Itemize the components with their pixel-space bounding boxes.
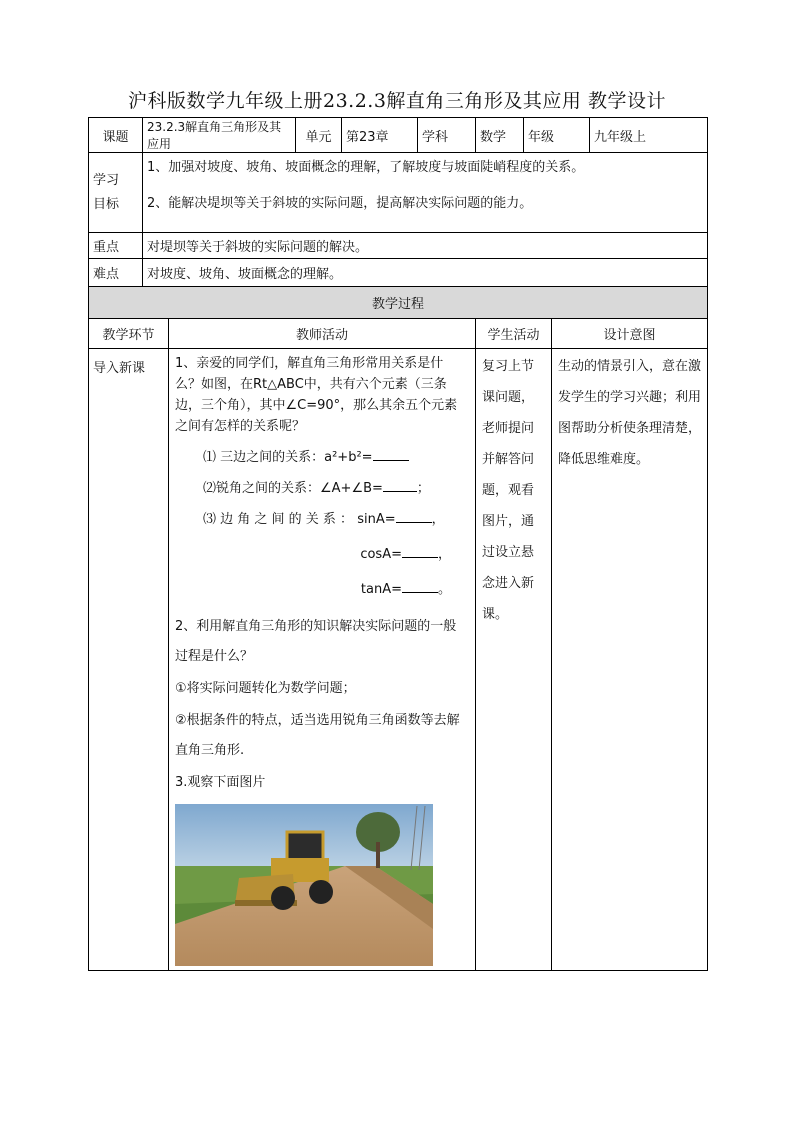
unit-value: 第23章 — [342, 118, 418, 153]
relation-angles-end: ； — [416, 481, 430, 496]
relation-sides — [175, 447, 469, 468]
intro-row — [89, 349, 708, 971]
teacher-step-1: ①将实际问题转化为数学问题； — [175, 681, 356, 696]
objectives-content — [143, 153, 708, 233]
process-header-row — [89, 287, 708, 319]
key-point-row — [89, 233, 708, 259]
relation-side-angle-end: ， — [431, 512, 445, 527]
objectives-label-line2: 目标 — [93, 196, 120, 212]
blank-line — [396, 510, 432, 523]
document-title: 沪科版数学九年级上册23.2.3解直角三角形及其应用 教学设计 — [128, 90, 666, 112]
difficulty-row — [89, 259, 708, 287]
process-header: 教学过程 — [89, 287, 708, 319]
blank-line — [402, 580, 438, 593]
info-row — [89, 118, 708, 153]
difficulty-label: 难点 — [89, 259, 143, 287]
formula-tan — [175, 579, 469, 600]
relation-sides-text: ⑴ 三边之间的关系：a²+b²= — [203, 450, 373, 465]
relation-side-angle — [175, 509, 469, 530]
column-teacher: 教师活动 — [169, 319, 476, 349]
relation-side-angle-text: ⑶ 边 角 之 间 的 关 系 ： sinA= — [203, 512, 396, 527]
teacher-question-3: 3.观察下面图片 — [175, 775, 266, 790]
blank-line — [402, 545, 438, 558]
column-header-row — [89, 319, 708, 349]
formula-cos — [175, 544, 469, 565]
stage-cell: 导入新课 — [89, 349, 169, 971]
blank-line — [373, 448, 409, 461]
lesson-plan-table — [88, 117, 708, 971]
objectives-label-line1: 学习 — [93, 172, 120, 188]
subject-value: 数学 — [476, 118, 524, 153]
objectives-row — [89, 153, 708, 233]
student-activity: 复习上节课问题，老师提问并解答问题，观看图片，通过设立悬念进入新课。 — [476, 349, 552, 971]
column-intent: 设计意图 — [552, 319, 708, 349]
grade-value: 九年级上 — [590, 118, 708, 153]
column-student: 学生活动 — [476, 319, 552, 349]
topic-label: 课题 — [89, 118, 143, 153]
relation-angles-text: ⑵锐角之间的关系：∠A+∠B= — [203, 481, 383, 496]
unit-label: 单元 — [296, 118, 342, 153]
teacher-question-2: 2、利用解直角三角形的知识解决实际问题的一般过程是什么？ — [175, 619, 457, 664]
teacher-step-2: ②根据条件的特点，适当选用锐角三角函数等去解直角三角形. — [175, 713, 460, 758]
teacher-question-1: 1、亲爱的同学们，解直角三角形常用关系是什么？如图，在Rt△ABC中，共有六个元素（三条边，三个角），其中∠C=90°，那么其余五个元素之间有怎样的关系呢？ — [175, 356, 458, 434]
blank-line — [383, 479, 417, 492]
formula-tan-end: 。 — [438, 582, 452, 597]
teacher-activity — [169, 349, 476, 971]
subject-label: 学科 — [418, 118, 476, 153]
bulldozer-photo — [175, 804, 433, 966]
topic-value: 23.2.3解直角三角形及其应用 — [143, 118, 296, 153]
design-intent: 生动的情景引入，意在激发学生的学习兴趣；利用图帮助分析使条理清楚，降低思维难度。 — [552, 349, 708, 971]
grade-label: 年级 — [524, 118, 590, 153]
formula-cos-end: ， — [438, 547, 452, 562]
relation-angles — [175, 478, 469, 499]
objective-item: 1、加强对坡度、坡角、坡面概念的理解，了解坡度与坡面陡峭程度的关系。 — [147, 160, 585, 175]
objectives-label — [89, 153, 143, 233]
difficulty-text: 对坡度、坡角、坡面概念的理解。 — [143, 259, 708, 287]
objective-item: 2、能解决堤坝等关于斜坡的实际问题，提高解决实际问题的能力。 — [147, 196, 533, 211]
key-point-label: 重点 — [89, 233, 143, 259]
key-point-text: 对堤坝等关于斜坡的实际问题的解决。 — [143, 233, 708, 259]
formula-tan-text: tanA= — [360, 582, 402, 597]
formula-cos-text: cosA= — [360, 547, 402, 562]
column-stage: 教学环节 — [89, 319, 169, 349]
